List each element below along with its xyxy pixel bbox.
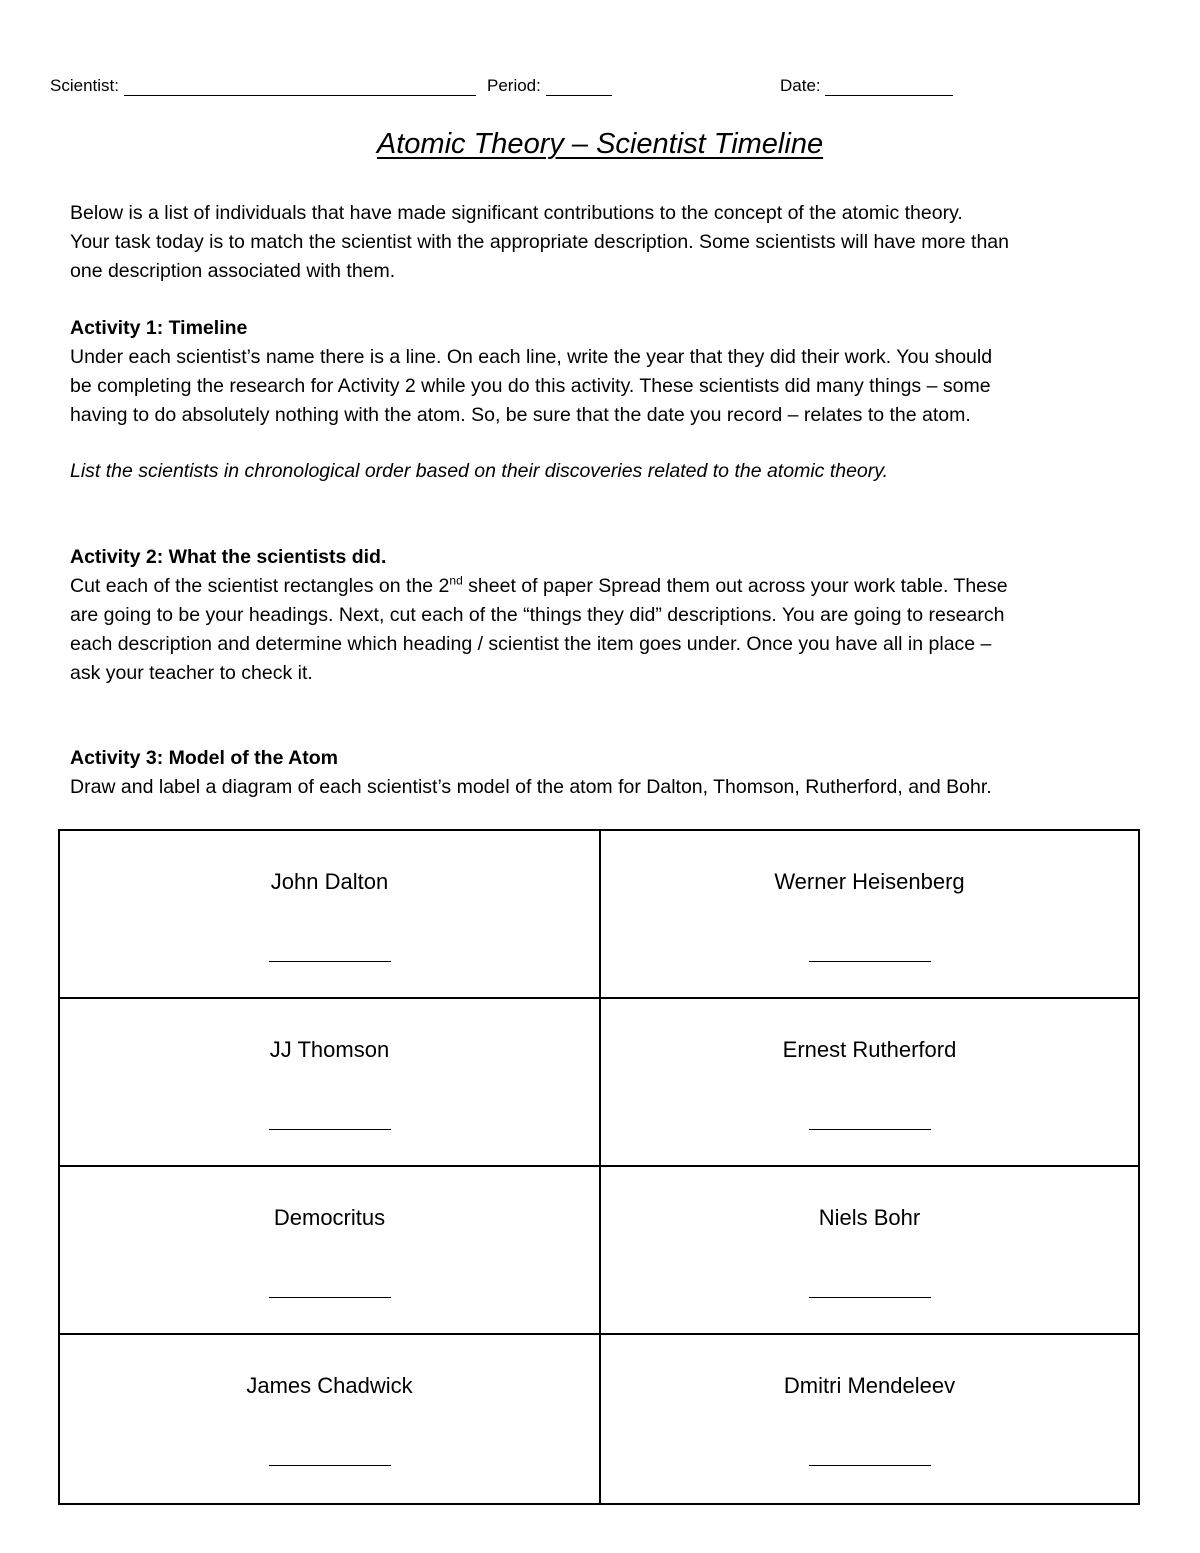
scientist-name: Dmitri Mendeleev [783, 1373, 956, 1398]
scientist-cell [60, 1167, 601, 1335]
period-field [487, 76, 612, 96]
scientist-name: JJ Thomson [269, 1037, 390, 1062]
ordinal-suffix: nd [449, 573, 463, 588]
year-blank[interactable] [269, 1297, 391, 1298]
scientist-label: Scientist: [50, 76, 119, 95]
period-label: Period: [487, 76, 541, 95]
activity2-section [70, 543, 1140, 688]
scientist-name: Werner Heisenberg [774, 869, 965, 894]
activity2-line [70, 572, 1140, 601]
intro-line: Your task today is to match the scientist with the appropriate description. Some scientists will have more than [70, 231, 1009, 253]
scientist-cell [601, 831, 1138, 999]
scientist-cell [601, 1167, 1138, 1335]
year-blank[interactable] [269, 961, 391, 962]
intro-paragraph [70, 199, 1140, 286]
period-blank[interactable] [546, 78, 612, 96]
page-title: Atomic Theory – Scientist Timeline [376, 128, 824, 160]
scientist-blank[interactable] [124, 78, 476, 96]
scientist-field [50, 76, 476, 96]
scientist-cell [60, 1335, 601, 1503]
activity1-section [70, 314, 1140, 430]
activity3-heading: Activity 3: Model of the Atom [70, 747, 338, 769]
date-blank[interactable] [825, 78, 953, 96]
intro-line: one description associated with them. [70, 260, 396, 282]
scientist-cell [601, 999, 1138, 1167]
activity2-line-part: Cut each of the scientist rectangles on the 2 [70, 575, 450, 597]
scientist-cell [601, 1335, 1138, 1503]
activity3-line: Draw and label a diagram of each scientist’s model of the atom for Dalton, Thomson, Rutherford, and Bohr. [70, 776, 992, 798]
year-blank[interactable] [809, 1465, 931, 1466]
date-field [780, 76, 953, 96]
year-blank[interactable] [269, 1129, 391, 1130]
scientist-name: Niels Bohr [818, 1205, 921, 1230]
activity2-line: each description and determine which heading / scientist the item goes under. Once you have all in place – [70, 633, 992, 655]
scientist-name: Ernest Rutherford [782, 1037, 957, 1062]
activity2-line: ask your teacher to check it. [70, 662, 313, 684]
scientist-cell [60, 999, 601, 1167]
intro-line: Below is a list of individuals that have made significant contributions to the concept of the atomic theory. [70, 202, 963, 224]
scientist-name: James Chadwick [246, 1373, 413, 1398]
activity1-heading: Activity 1: Timeline [70, 317, 248, 339]
scientist-name: John Dalton [270, 869, 389, 894]
scientist-grid [58, 829, 1140, 1505]
activity1-line: having to do absolutely nothing with the atom. So, be sure that the date you record – relates to the atom. [70, 404, 971, 426]
activity2-heading: Activity 2: What the scientists did. [70, 546, 387, 568]
activity1-line: be completing the research for Activity 2 while you do this activity. These scientists did many things – some [70, 375, 991, 397]
activity3-section [70, 744, 1140, 802]
year-blank[interactable] [809, 1129, 931, 1130]
scientist-name: Democritus [273, 1205, 386, 1230]
year-blank[interactable] [809, 961, 931, 962]
activity2-line-part: sheet of paper Spread them out across your work table. These [462, 575, 1008, 597]
activity1-line: Under each scientist’s name there is a line. On each line, write the year that they did their work. You should [70, 346, 993, 368]
date-label: Date: [780, 76, 821, 95]
activity2-line: are going to be your headings. Next, cut each of the “things they did” descriptions. You are going to research [70, 604, 1005, 626]
scientist-cell [60, 831, 601, 999]
activity1-note: List the scientists in chronological order based on their discoveries related to the atomic theory. [70, 460, 888, 482]
year-blank[interactable] [809, 1297, 931, 1298]
year-blank[interactable] [269, 1465, 391, 1466]
